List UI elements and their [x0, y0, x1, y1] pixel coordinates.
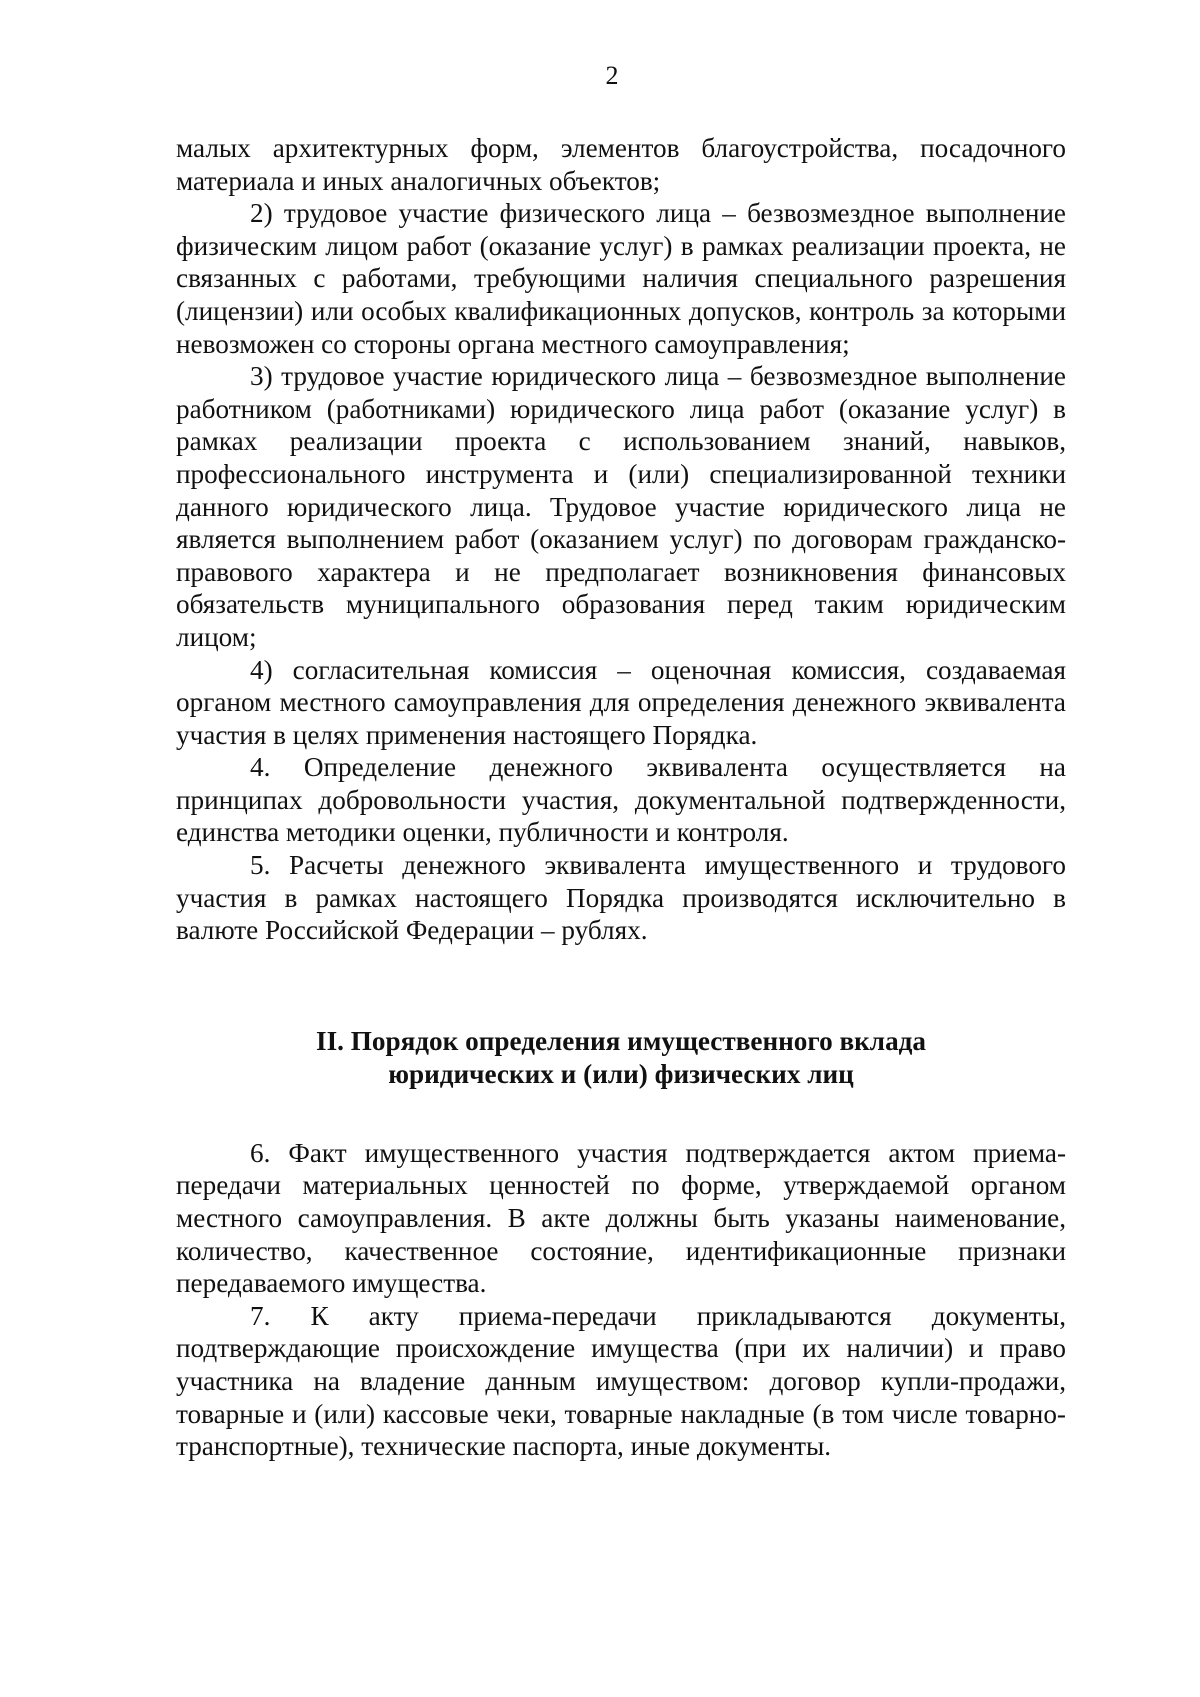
- paragraph-continuation: малых архитектурных форм, элементов благоустройства, посадочного материала и иных аналогичных объектов;: [176, 133, 1066, 196]
- page-number: 2: [605, 61, 619, 90]
- paragraph-item-2: 2) трудовое участие физического лица – безвозмездное выполнение физическим лицом работ (оказание услуг) в рамках реализации проекта, не связанных с работами, требующими наличия специального разрешения (лицензии) или особых квалификационных допусков, контроль за которыми невозможен со стороны органа местного самоуправления;: [176, 198, 1066, 359]
- section-heading-line-1: II. Порядок определения имущественного вклада: [315, 1025, 927, 1056]
- section-heading-line-2: юридических и (или) физических лиц: [388, 1058, 854, 1089]
- paragraph-clause-7: 7. К акту приема-передачи прикладываются документы, подтверждающие происхождение имущества (при их наличии) и право участника на владение данным имуществом: договор купли-продажи, товарные и (или) кассовые чеки, товарные накладные (в том числе товарно-транспортные), технические паспорта, иные документы.: [176, 1300, 1066, 1462]
- paragraph-clause-6: 6. Факт имущественного участия подтверждается актом приема-передачи материальных ценностей по форме, утверждаемой органом местного самоуправления. В акте должны быть указаны наименование, количество, качественное состояние, идентификационные признаки передаваемого имущества.: [176, 1137, 1066, 1299]
- paragraph-item-3: 3) трудовое участие юридического лица – безвозмездное выполнение работником (работниками) юридического лица работ (оказание услуг) в рамках реализации проекта с использованием знаний, навыков, профессионального инструмента и (или) специализированной техники данного юридического лица. Трудовое участие юридического лица не является выполнением работ (оказанием услуг) по договорам гражданско-правового характера и не предполагает возникновения финансовых обязательств муниципального образования перед таким юридическим лицом;: [176, 361, 1066, 652]
- document-body: [176, 132, 1066, 1463]
- paragraph-item-4: 4) согласительная комиссия – оценочная комиссия, создаваемая органом местного самоуправления для определения денежного эквивалента участия в целях применения настоящего Порядка.: [176, 654, 1066, 750]
- paragraph-clause-4: 4. Определение денежного эквивалента осуществляется на принципах добровольности участия, документальной подтвержденности, единства методики оценки, публичности и контроля.: [176, 752, 1066, 848]
- section-heading: [176, 1025, 1066, 1091]
- paragraph-clause-5: 5. Расчеты денежного эквивалента имущественного и трудового участия в рамках настоящего Порядка производятся исключительно в валюте Российской Федерации – рублях.: [176, 850, 1066, 946]
